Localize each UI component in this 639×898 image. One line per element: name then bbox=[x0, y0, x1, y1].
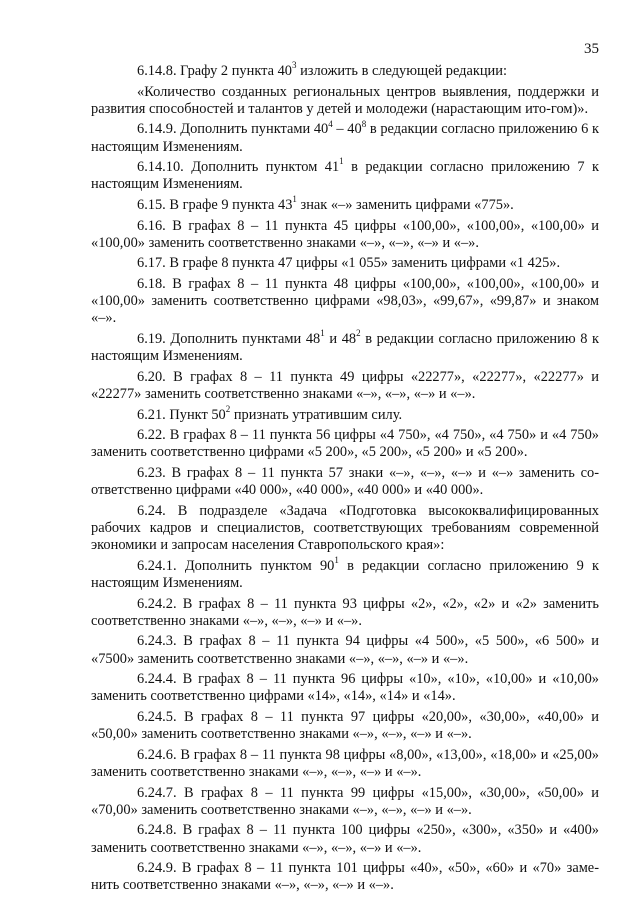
paragraph-text: 6.14.10. Дополнить пунктом 41 bbox=[137, 159, 340, 176]
paragraph-text: 6.18. В графах 8 – 11 пункта 48 цифры «100,00», «100,00», «100,00» и «100,00» заменить соответственно цифрами «98,03», «99,67», «99,87» и знаком «–». bbox=[91, 275, 599, 327]
superscript: 2 bbox=[225, 403, 231, 414]
paragraph-text: 6.19. Дополнить пунктами 48 bbox=[137, 330, 321, 347]
paragraph-p6-24-7 bbox=[91, 785, 599, 819]
paragraph-text: 6.24.6. В графах 8 – 11 пункта 98 цифры «8,00», «13,00», «18,00» и «25,00» заменить соответственно знаками «–», «–», «–» и «–». bbox=[91, 746, 599, 780]
paragraph-p6-14-9 bbox=[91, 118, 600, 155]
paragraph-text: 6.24.9. В графах 8 – 11 пункта 101 цифры «40», «50», «60» и «70» заме-нить соответственно знаками «–», «–», «–» и «–». bbox=[91, 860, 599, 894]
paragraph-text: 6.21. Пункт 50 bbox=[137, 406, 226, 423]
paragraph-p6-20 bbox=[91, 369, 599, 403]
paragraph-text: признать утратившим силу. bbox=[230, 406, 403, 423]
paragraph-text: 6.23. В графах 8 – 11 пункта 57 знаки «–», «–», «–» и «–» заменить со-ответственно цифрами «40 000», «40 000», «40 000» и «40 000». bbox=[91, 464, 599, 499]
paragraph-p6-14-8 bbox=[91, 60, 599, 80]
paragraph-p6-14-10 bbox=[91, 156, 600, 193]
superscript: 1 bbox=[339, 156, 344, 167]
paragraph-text: 6.22. В графах 8 – 11 пункта 56 цифры «4 750», «4 750», «4 750» и «4 750» заменить соответственно цифрами «5 200», «5 200», «5 200» и «5 200». bbox=[91, 427, 599, 461]
paragraph-p6-17 bbox=[91, 255, 599, 272]
paragraph-text: изложить в следующей редакции: bbox=[296, 63, 507, 79]
paragraph-p6-24-3 bbox=[91, 633, 599, 667]
paragraph-text: 6.24.4. В графах 8 – 11 пункта 96 цифры «10», «10», «10,00» и «10,00» заменить соответственно цифрами «14», «14», «14» и «14». bbox=[91, 671, 599, 705]
superscript: 3 bbox=[291, 60, 297, 71]
paragraph-text: в редакции согласно приложению 6 к настоящим Изменениям. bbox=[91, 121, 600, 155]
superscript: 4 bbox=[328, 118, 333, 129]
paragraph-p6-14-8-quote bbox=[91, 84, 599, 118]
paragraph-text: в редакции согласно приложению 7 к настоящим Изменениям. bbox=[91, 159, 600, 193]
paragraph-p6-21 bbox=[91, 403, 599, 424]
superscript: 8 bbox=[361, 118, 367, 129]
paragraph-text: «Количество созданных региональных центров выявления, поддержки и развития способностей и талантов у детей и молодежи (нарастающим ито-гом)». bbox=[91, 83, 599, 117]
page-number: 35 bbox=[584, 41, 599, 57]
paragraph-text: в редакции согласно приложению 9 к настоящим Изменениям. bbox=[91, 557, 599, 591]
paragraph-p6-22 bbox=[91, 427, 599, 461]
paragraph-p6-24-6 bbox=[91, 747, 599, 781]
superscript: 1 bbox=[334, 554, 339, 565]
superscript: 1 bbox=[292, 194, 297, 205]
paragraph-p6-19 bbox=[91, 328, 600, 365]
paragraph-text: 6.24.1. Дополнить пунктом 90 bbox=[137, 557, 335, 574]
paragraph-p6-18 bbox=[91, 276, 599, 328]
superscript: 2 bbox=[356, 328, 361, 339]
paragraph-p6-23 bbox=[91, 465, 599, 499]
paragraph-text: 6.24.7. В графах 8 – 11 пункта 99 цифры «15,00», «30,00», «50,00» и «70,00» заменить соответственно знаками «–», «–», «–» и «–». bbox=[91, 784, 599, 818]
paragraph-text: 6.24. В подразделе «Задача «Подготовка высококвалифицированных рабочих кадров и специалистов, соответствующих требованиям современной экономики и запросам населения Ставропольского края»: bbox=[91, 502, 599, 554]
paragraph-p6-24-9 bbox=[91, 860, 599, 894]
paragraph-p6-24-2 bbox=[91, 596, 599, 630]
paragraph-text: 6.24.5. В графах 8 – 11 пункта 97 цифры «20,00», «30,00», «40,00» и «50,00» заменить соответственно знаками «–», «–», «–» и «–». bbox=[91, 708, 599, 743]
paragraph-text: 6.24.2. В графах 8 – 11 пункта 93 цифры «2», «2», «2» и «2» заменить соответственно знаками «–», «–», «–» и «–». bbox=[91, 595, 599, 629]
paragraph-text: 6.16. В графах 8 – 11 пункта 45 цифры «100,00», «100,00», «100,00» и «100,00» заменить соответственно знаками «–», «–», «–» и «–». bbox=[91, 217, 599, 251]
paragraph-text: 6.17. В графе 8 пункта 47 цифры «1 055» заменить цифрами «1 425». bbox=[137, 255, 561, 272]
paragraph-text: 6.24.3. В графах 8 – 11 пункта 94 цифры «4 500», «5 500», «6 500» и «7500» заменить соответственно знаками «–», «–», «–» и «–». bbox=[91, 633, 599, 667]
document-body bbox=[91, 60, 600, 898]
paragraph-p6-24-5 bbox=[91, 709, 599, 743]
paragraph-p6-16 bbox=[91, 218, 599, 252]
paragraph-p6-24-8 bbox=[91, 822, 599, 856]
superscript: 1 bbox=[320, 328, 325, 339]
paragraph-text: и 48 bbox=[324, 330, 357, 347]
paragraph-p6-24-1 bbox=[91, 554, 599, 592]
paragraph-text: 6.15. В графе 9 пункта 43 bbox=[137, 196, 293, 213]
paragraph-text: 6.14.8. Графу 2 пункта 40 bbox=[137, 63, 292, 79]
paragraph-text: 6.24.8. В графах 8 – 11 пункта 100 цифры «250», «300», «350» и «400» заменить соответственно знаками «–», «–», «–» и «–». bbox=[91, 822, 599, 856]
paragraph-p6-15 bbox=[91, 194, 599, 214]
paragraph-text: знак «–» заменить цифрами «775». bbox=[296, 196, 514, 213]
paragraph-text: 6.14.9. Дополнить пунктами 40 bbox=[137, 121, 329, 138]
paragraph-text: в редакции согласно приложению 8 к настоящим Изменениям. bbox=[91, 330, 600, 365]
paragraph-text: 6.20. В графах 8 – 11 пункта 49 цифры «22277», «22277», «22277» и «22277» заменить соответственно знаками «–», «–», «–» и «–». bbox=[91, 368, 599, 402]
paragraph-text: – 40 bbox=[332, 121, 362, 138]
paragraph-p6-24 bbox=[91, 503, 599, 555]
paragraph-p6-24-4 bbox=[91, 671, 599, 705]
